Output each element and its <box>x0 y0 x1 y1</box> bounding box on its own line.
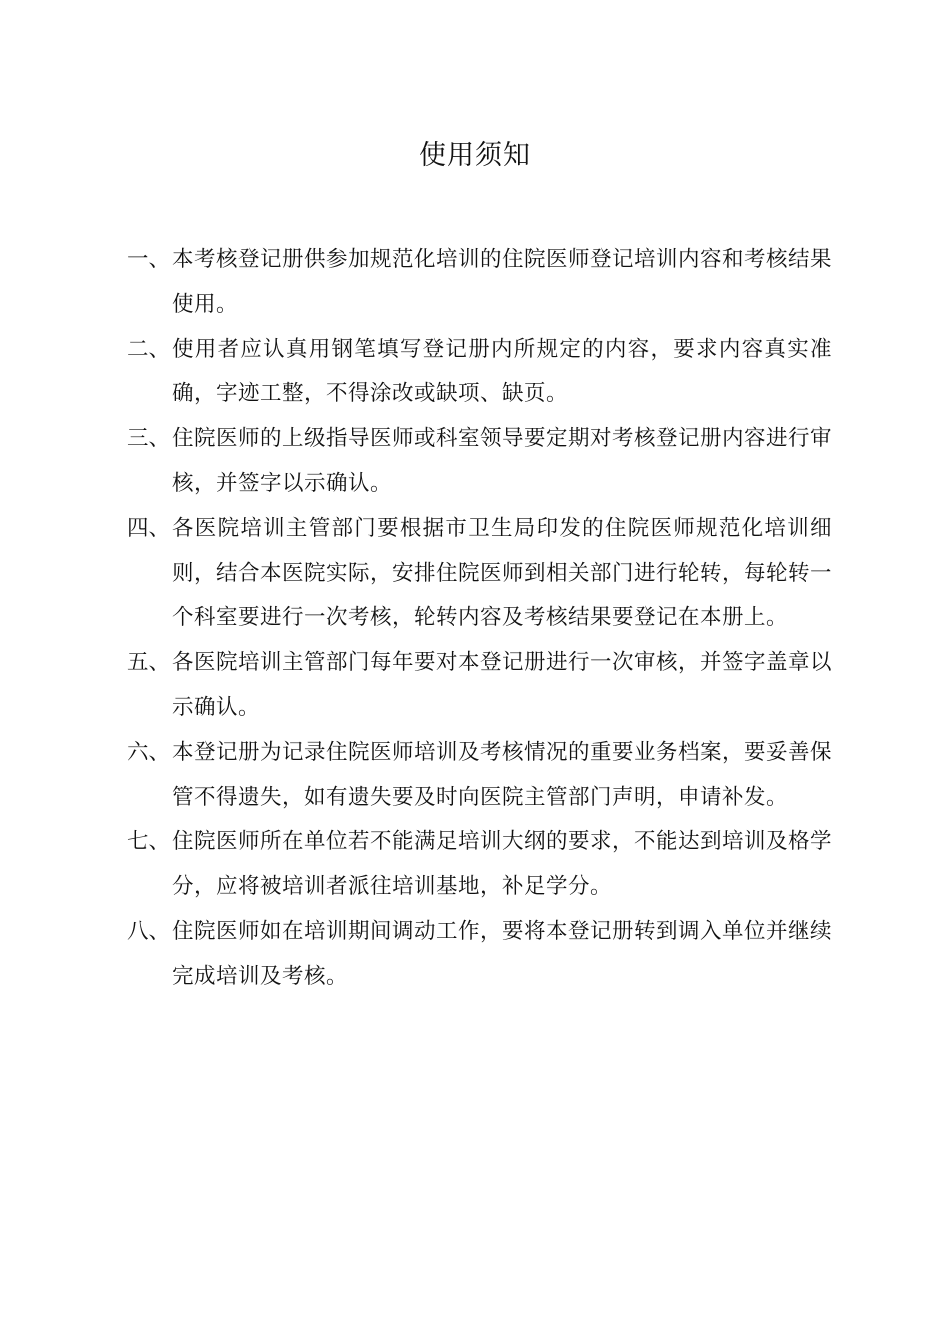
notice-item-2 <box>127 328 832 418</box>
item-text: 本登记册为记录住院医师培训及考核情况的重要业务档案，要妥善保管不得遗失，如有遗失要及时向医院主管部门声明，申请补发。 <box>172 739 833 810</box>
item-text: 各医院培训主管部门每年要对本登记册进行一次审核，并签字盖章以示确认。 <box>172 650 833 720</box>
item-text: 住院医师的上级指导医师或科室领导要定期对考核登记册内容进行审核，并签字以示确认。 <box>172 426 833 496</box>
item-number: 七、 <box>127 829 171 855</box>
item-text: 使用者应认真用钢笔填写登记册内所规定的内容，要求内容真实准确，字迹工整，不得涂改或缺项、缺页。 <box>172 336 832 407</box>
item-number: 一、 <box>127 247 171 272</box>
notice-item-3 <box>127 417 832 507</box>
notice-item-5 <box>127 641 832 731</box>
page-title: 使用须知 <box>419 140 531 171</box>
notice-item-8 <box>127 910 832 1000</box>
notice-item-7 <box>127 820 832 910</box>
notice-item-1 <box>127 238 832 328</box>
item-number: 五、 <box>127 650 171 676</box>
item-text: 各医院培训主管部门要根据市卫生局印发的住院医师规范化培训细则，结合本医院实际，安排住院医师到相关部门进行轮转，每轮转一个科室要进行一次考核，轮转内容及考核结果要登记在本册上。 <box>172 515 833 631</box>
item-text: 住院医师所在单位若不能满足培训大纲的要求，不能达到培训及格学分，应将被培训者派往培训基地，补足学分。 <box>172 829 833 900</box>
notice-item-4 <box>127 507 832 641</box>
item-text: 住院医师如在培训期间调动工作，要将本登记册转到调入单位并继续完成培训及考核。 <box>172 918 833 989</box>
item-number: 三、 <box>127 426 171 452</box>
notice-list <box>127 238 832 1000</box>
notice-item-6 <box>127 731 832 821</box>
item-number: 二、 <box>127 336 171 362</box>
item-number: 八、 <box>127 918 171 944</box>
item-number: 六、 <box>127 739 171 765</box>
item-text: 本考核登记册供参加规范化培训的住院医师登记培训内容和考核结果使用。 <box>172 247 833 317</box>
item-number: 四、 <box>127 515 171 541</box>
